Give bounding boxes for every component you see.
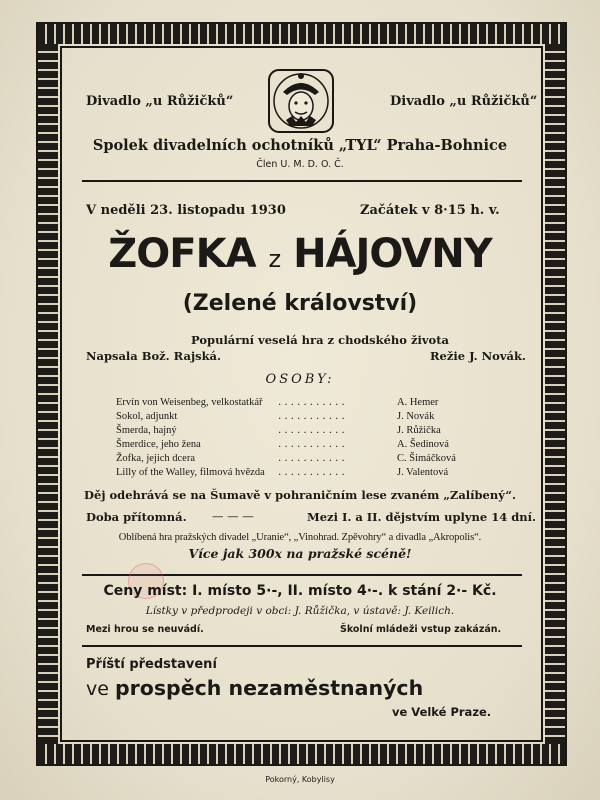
benefit-place: ve Velké Praze.	[392, 705, 492, 719]
presale-info: Lístky v předprodeji v obci: J. Růžička, v ústavě: J. Keilich.	[145, 605, 455, 617]
play-director: Režie J. Novák.	[430, 349, 526, 363]
play-author: Napsala Bož. Rajská.	[86, 349, 222, 363]
dot-leader: ...........	[278, 452, 348, 464]
play-genre: Populární veselá hra z chodského života	[191, 333, 449, 347]
header-divider	[82, 180, 522, 182]
prices-bottom-divider	[82, 645, 522, 647]
cast-actor: A. Šedinová	[397, 439, 449, 450]
dot-leader: ...........	[278, 410, 348, 422]
dot-leader: ...........	[278, 424, 348, 436]
theatre-name-left: Divadlo „u Růžičků“	[86, 94, 234, 109]
start-time: Začátek v 8·15 h. v.	[360, 203, 500, 218]
cast-role: Šmerda, hajný	[116, 425, 177, 436]
performance-date: V neděli 23. listopadu 1930	[86, 203, 286, 218]
next-performance-heading: Příští představení	[86, 657, 217, 672]
dot-leader: ...........	[278, 438, 348, 450]
theatre-name-right: Divadlo „u Růžičků“	[390, 94, 538, 109]
ticket-prices: Ceny míst: I. místo 5·-, II. místo 4·-. k stání 2·- Kč.	[103, 583, 497, 599]
play-time: Doba přítomná.	[86, 510, 187, 524]
popularity-note: Oblíbená hra pražských divadel „Uranie“, „Vinohrad. Zpěvohry“ a divadla „Akropolis“.	[118, 532, 482, 543]
play-setting: Děj odehrává se na Šumavě v pohraničním lese zvaném „Zalíbený“.	[84, 488, 516, 502]
act-interval: Mezi I. a II. dějstvím uplyne 14 dní.	[307, 510, 537, 524]
cast-actor: C. Šimáčková	[397, 453, 456, 464]
separator-dashes: — — —	[212, 509, 254, 523]
cast-actor: A. Hemer	[397, 397, 439, 408]
performance-count: Více jak 300x na pražské scéně!	[188, 546, 412, 561]
benefit-preposition: ve	[86, 678, 109, 700]
cast-actor: J. Valentová	[397, 467, 449, 478]
play-subtitle: (Zelené království)	[182, 291, 418, 316]
benefit-line	[86, 676, 423, 700]
cast-heading: OSOBY:	[265, 372, 335, 387]
cast-role: Žofka, jejich dcera	[116, 453, 195, 464]
youth-restriction: Školní mládeži vstup zakázán.	[340, 624, 502, 635]
jester-emblem-icon	[266, 68, 336, 134]
top-border-band	[38, 24, 565, 44]
cast-actor: J. Novák	[397, 411, 435, 422]
benefit-cause: prospěch nezaměstnaných	[114, 676, 424, 700]
play-title-part1: ŽOFKA	[108, 231, 256, 277]
cast-role: Šmerdice, jeho žena	[116, 439, 201, 450]
printer-credit: Pokorný, Kobylisy	[265, 775, 335, 784]
membership-note: Člen U. M. D. O. Č.	[256, 159, 344, 170]
society-name: Spolek divadelních ochotníků „TYL“ Praha-Bohnice	[92, 137, 508, 154]
bottom-border-band	[38, 744, 565, 764]
dot-leader: ...........	[278, 466, 348, 478]
cast-role: Sokol, adjunkt	[116, 411, 178, 422]
interval-note: Mezi hrou se neuvádí.	[86, 624, 204, 635]
cast-actor: J. Růžička	[397, 425, 441, 436]
play-title	[0, 231, 600, 277]
dot-leader: ...........	[278, 396, 348, 408]
cast-role: Ervín von Weisenbeg, velkostatkář	[116, 397, 263, 408]
cast-role: Lilly of the Walley, filmová hvězda	[116, 467, 265, 478]
play-title-part2: HÁJOVNY	[293, 231, 492, 277]
play-title-connector: z	[268, 245, 281, 273]
